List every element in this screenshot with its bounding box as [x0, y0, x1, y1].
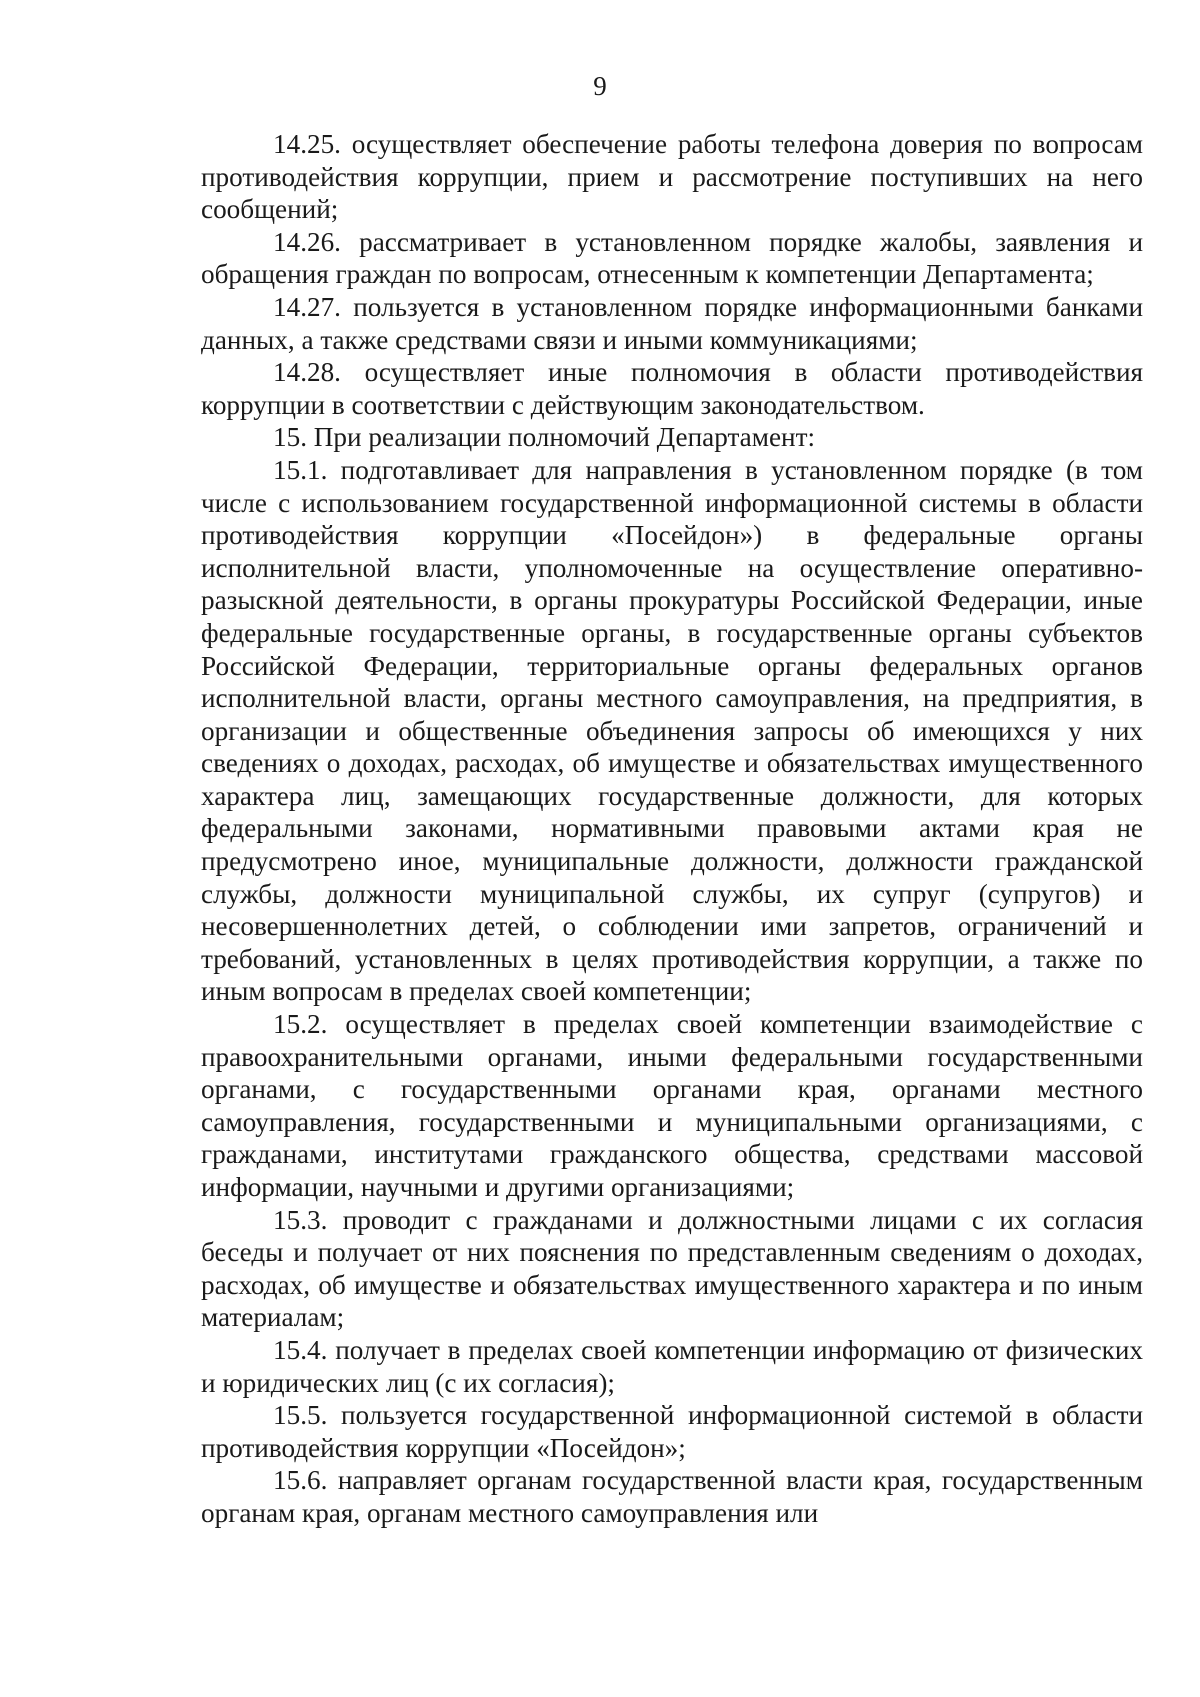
paragraph-14-26: 14.26. рассматривает в установленном порядке жалобы, заявления и обращения граждан по вопросам, отнесенным к компетенции Департамента; [201, 226, 1143, 290]
paragraph-15-4: 15.4. получает в пределах своей компетенции информацию от физических и юридических лиц (с их согласия); [201, 1334, 1143, 1398]
paragraph-15-6: 15.6. направляет органам государственной власти края, государственным органам края, органам местного самоуправления или [201, 1465, 1143, 1528]
paragraph-14-25: 14.25. осуществляет обеспечение работы телефона доверия по вопросам противодействия коррупции, прием и рассмотрение поступивших на него сообщений; [201, 129, 1143, 225]
paragraph-14-28: 14.28. осуществляет иные полномочия в области противодействия коррупции в соответствии с действующим законодательством. [201, 357, 1143, 420]
paragraph-15: 15. При реализации полномочий Департамент: [273, 422, 815, 453]
page-number: 9 [593, 71, 607, 101]
paragraph-15-2: 15.2. осуществляет в пределах своей компетенции взаимодействие с правоохранительными органами, иными федеральными государственными органами, с государственными органами края, органами местного самоуправления, государственными и муниципальными организациями, с гражданами, институтами гражданского общества, средствами массовой информации, научными и другими организациями; [201, 1009, 1143, 1202]
paragraph-15-3: 15.3. проводит с гражданами и должностными лицами с их согласия беседы и получает от них пояснения по представленным сведениям о доходах, расходах, об имуществе и обязательствах имущественного характера и по иным материалам; [201, 1204, 1143, 1333]
paragraph-14-27: 14.27. пользуется в установленном порядке информационными банками данных, а также средствами связи и иными коммуникациями; [201, 291, 1143, 355]
document-body [201, 128, 1143, 1530]
paragraph-15-1: 15.1. подготавливает для направления в установленном порядке (в том числе с использованием государственной информационной системы в области противодействия коррупции «Посейдон») в федеральные органы исполнительной власти, уполномоченные на осуществление оперативно-разыскной деятельности, в органы прокуратуры Российской Федерации, иные федеральные государственные органы, в государственные органы субъектов Российской Федерации, территориальные органы федеральных органов исполнительной власти, органы местного самоуправления, на предприятия, в организации и общественные объединения запросы об имеющихся у них сведениях о доходах, расходах, об имуществе и обязательствах имущественного характера лиц, замещающих государственные должности, для которых федеральными законами, нормативными правовыми актами края не предусмотрено иное, муниципальные должности, должности гражданской службы, должности муниципальной службы, их супруг (супругов) и несовершеннолетних детей, о соблюдении ими запретов, ограничений и требований, установленных в целях противодействия коррупции, а также по иным вопросам в пределах своей компетенции; [201, 454, 1143, 1007]
paragraph-15-5: 15.5. пользуется государственной информационной системой в области противодействия коррупции «Посейдон»; [201, 1400, 1143, 1463]
